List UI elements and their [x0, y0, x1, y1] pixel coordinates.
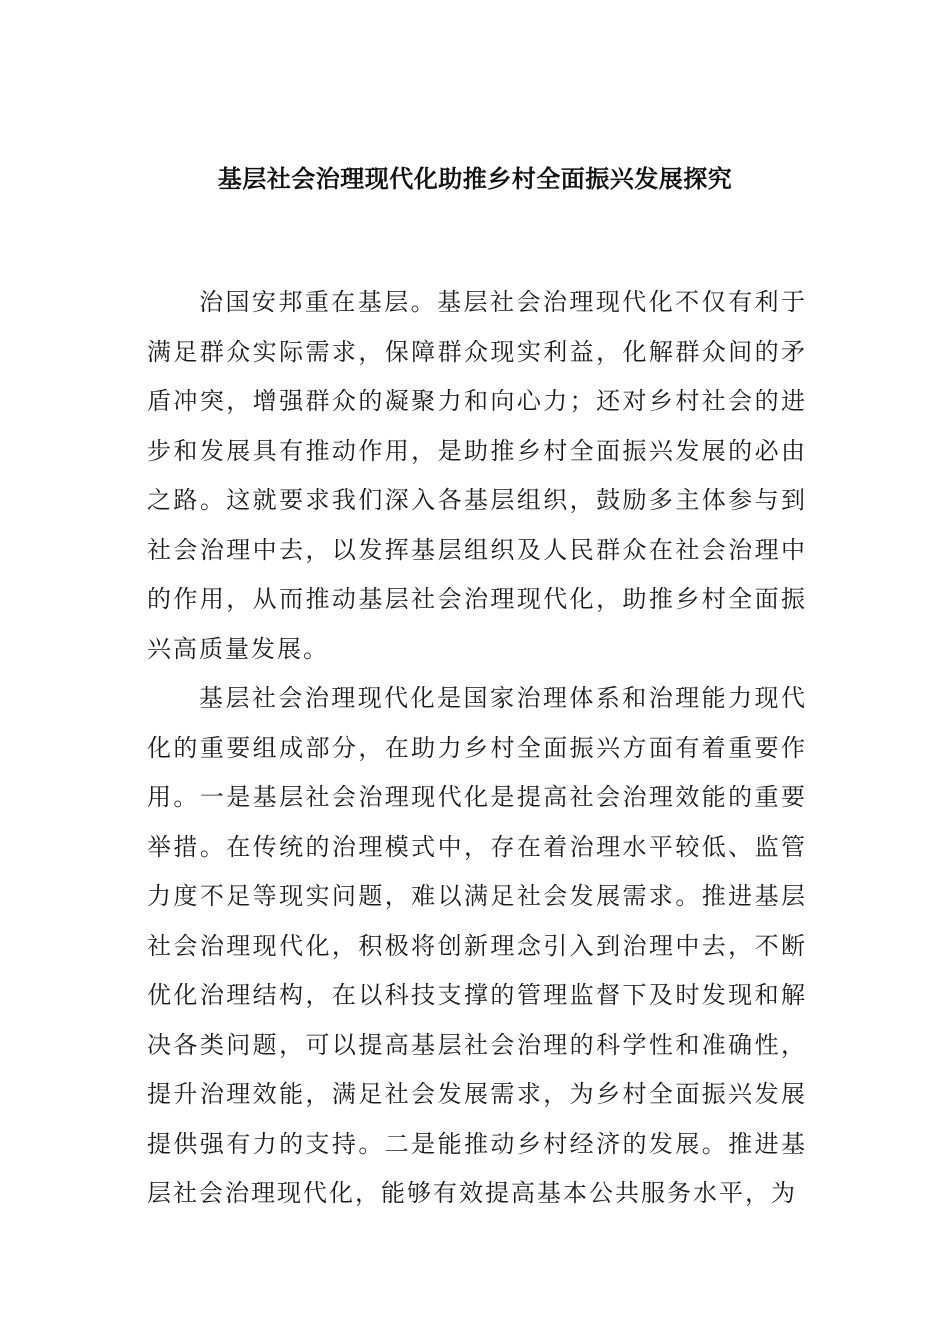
- paragraph-1: 治国安邦重在基层。基层社会治理现代化不仅有利于满足群众实际需求，保障群众现实利益，化解群众间的矛盾冲突，增强群众的凝聚力和向心力；还对乡村社会的进步和发展具有推动作用，是助推乡村全面振兴发展的必由之路。这就要求我们深入各基层组织，鼓励多主体参与到社会治理中去，以发挥基层组织及人民群众在社会治理中的作用，从而推动基层社会治理现代化，助推乡村全面振兴高质量发展。: [147, 288, 807, 663]
- document-title: 基层社会治理现代化助推乡村全面振兴发展探究: [217, 164, 733, 193]
- document-body: [147, 278, 807, 1219]
- paragraph-2: 基层社会治理现代化是国家治理体系和治理能力现代化的重要组成部分，在助力乡村全面振兴方面有着重要作用。一是基层社会治理现代化是提高社会治理效能的重要举措。在传统的治理模式中，存在着治理水平较低、监管力度不足等现实问题，难以满足社会发展需求。推进基层社会治理现代化，积极将创新理念引入到治理中去，不断优化治理结构，在以科技支撑的管理监督下及时发现和解决各类问题，可以提高基层社会治理的科学性和准确性，提升治理效能，满足社会发展需求，为乡村全面振兴发展提供强有力的支持。二是能推动乡村经济的发展。推进基层社会治理现代化，能够有效提高基本公共服务水平，为: [147, 684, 807, 1207]
